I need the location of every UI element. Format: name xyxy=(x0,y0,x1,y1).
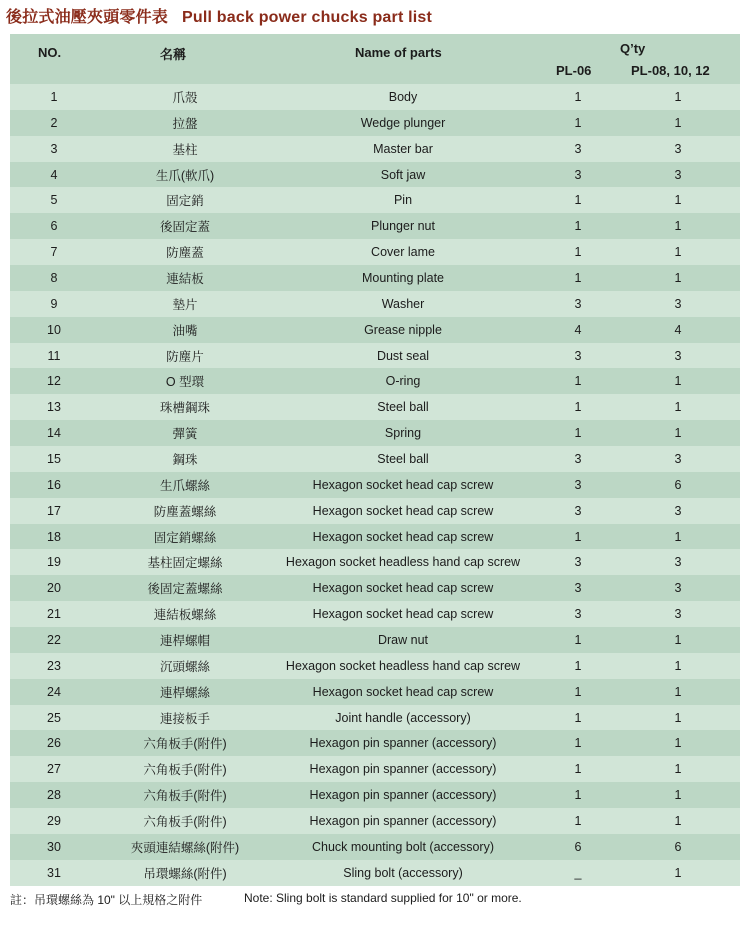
cell-name-en: Hexagon socket head cap screw xyxy=(312,607,494,622)
cell-qty-pl08: 1 xyxy=(674,245,682,260)
table-row xyxy=(10,756,740,782)
cell-no: 25 xyxy=(47,710,61,725)
header-pl08: PL-08, 10, 12 xyxy=(631,63,710,78)
cell-no: 8 xyxy=(50,270,58,285)
cell-qty-pl06: 1 xyxy=(574,710,582,725)
cell-name-zh: 夾頭連結螺絲(附件) xyxy=(130,840,240,855)
cell-name-en: Hexagon socket headless hand cap screw xyxy=(285,555,521,570)
cell-name-en: Hexagon socket head cap screw xyxy=(312,529,494,544)
footnote-en: Note: Sling bolt is standard supplied for 10" or more. xyxy=(244,891,522,905)
cell-qty-pl06: _ xyxy=(574,865,582,880)
table-row xyxy=(10,549,740,575)
cell-qty-pl08: 1 xyxy=(674,762,682,777)
cell-name-en: Grease nipple xyxy=(364,322,442,337)
cell-name-zh: 六角板手(附件) xyxy=(143,763,227,778)
cell-qty-pl06: 1 xyxy=(574,632,582,647)
cell-name-zh: 彈簧 xyxy=(172,427,198,442)
cell-name-zh: 油嘴 xyxy=(172,323,198,338)
cell-name-en: Hexagon pin spanner (accessory) xyxy=(309,788,497,803)
cell-qty-pl08: 1 xyxy=(674,219,682,234)
cell-qty-pl08: 1 xyxy=(674,710,682,725)
title-en: Pull back power chucks part list xyxy=(182,9,433,26)
table-row xyxy=(10,808,740,834)
cell-name-zh: 連桿螺帽 xyxy=(159,633,211,648)
cell-qty-pl08: 1 xyxy=(674,193,682,208)
cell-qty-pl08: 1 xyxy=(674,529,682,544)
cell-name-en: Cover lame xyxy=(371,245,435,260)
cell-qty-pl08: 1 xyxy=(674,632,682,647)
cell-no: 18 xyxy=(47,529,61,544)
cell-qty-pl08: 3 xyxy=(674,167,682,182)
cell-name-zh: 後固定蓋 xyxy=(159,220,211,235)
cell-qty-pl08: 6 xyxy=(674,477,682,492)
cell-name-en: Mounting plate xyxy=(361,270,445,285)
cell-name-zh: 生爪螺絲 xyxy=(159,478,211,493)
cell-qty-pl06: 1 xyxy=(574,115,582,130)
cell-name-zh: 基柱固定螺絲 xyxy=(147,556,223,571)
cell-name-zh: 六角板手(附件) xyxy=(143,737,227,752)
header-name-zh: 名稱 xyxy=(160,47,187,62)
cell-name-en: Hexagon socket headless hand cap screw xyxy=(285,658,521,673)
cell-qty-pl06: 1 xyxy=(574,529,582,544)
cell-qty-pl06: 3 xyxy=(574,348,582,363)
cell-qty-pl08: 1 xyxy=(674,865,682,880)
cell-name-zh: 連桿螺絲 xyxy=(159,685,211,700)
cell-qty-pl06: 3 xyxy=(574,296,582,311)
table-row xyxy=(10,834,740,860)
cell-qty-pl06: 1 xyxy=(574,426,582,441)
cell-name-en: Master bar xyxy=(373,141,433,156)
cell-qty-pl08: 3 xyxy=(674,141,682,156)
cell-name-zh: O 型環 xyxy=(165,375,205,390)
cell-name-en: Body xyxy=(388,89,418,104)
table-header xyxy=(10,34,740,84)
cell-name-zh: 吊環螺絲(附件) xyxy=(143,866,227,881)
cell-name-zh: 防塵蓋 xyxy=(166,246,204,261)
footnote xyxy=(10,891,740,911)
cell-no: 10 xyxy=(47,322,61,337)
cell-qty-pl06: 1 xyxy=(574,788,582,803)
cell-name-en: Hexagon pin spanner (accessory) xyxy=(309,736,497,751)
cell-name-en: Joint handle (accessory) xyxy=(335,710,471,725)
cell-qty-pl06: 4 xyxy=(574,322,582,337)
cell-qty-pl08: 1 xyxy=(674,400,682,415)
cell-no: 30 xyxy=(47,839,61,854)
cell-qty-pl06: 1 xyxy=(574,89,582,104)
cell-qty-pl08: 1 xyxy=(674,89,682,104)
cell-name-en: Plunger nut xyxy=(371,219,435,234)
cell-no: 15 xyxy=(47,451,61,466)
table-row xyxy=(10,498,740,524)
cell-name-zh: 連接板手 xyxy=(159,711,211,726)
table-row xyxy=(10,110,740,136)
cell-name-zh: 連結板螺絲 xyxy=(153,608,217,623)
table-row xyxy=(10,394,740,420)
table-row xyxy=(10,368,740,394)
table-row xyxy=(10,705,740,731)
cell-name-zh: 固定銷 xyxy=(166,194,204,209)
cell-qty-pl06: 1 xyxy=(574,400,582,415)
title-zh: 後拉式油壓夾頭零件表 xyxy=(6,9,169,26)
cell-qty-pl08: 1 xyxy=(674,684,682,699)
cell-name-zh: 生爪(軟爪) xyxy=(155,168,215,183)
cell-name-zh: 拉盤 xyxy=(172,116,198,131)
table-row xyxy=(10,730,740,756)
cell-qty-pl08: 3 xyxy=(674,296,682,311)
header-no: NO. xyxy=(38,45,62,60)
cell-no: 22 xyxy=(47,632,61,647)
cell-qty-pl06: 1 xyxy=(574,270,582,285)
table-row xyxy=(10,343,740,369)
cell-qty-pl06: 1 xyxy=(574,245,582,260)
cell-name-en: Washer xyxy=(381,296,425,311)
cell-no: 9 xyxy=(50,296,58,311)
table-row xyxy=(10,162,740,188)
page-title xyxy=(6,4,432,30)
cell-qty-pl08: 1 xyxy=(674,788,682,803)
cell-no: 27 xyxy=(47,762,61,777)
cell-name-zh: 防塵蓋螺絲 xyxy=(153,504,217,519)
cell-qty-pl06: 1 xyxy=(574,219,582,234)
cell-no: 3 xyxy=(50,141,58,156)
cell-qty-pl06: 3 xyxy=(574,451,582,466)
cell-no: 11 xyxy=(47,348,61,363)
cell-name-en: Hexagon socket head cap screw xyxy=(312,503,494,518)
cell-qty-pl06: 1 xyxy=(574,684,582,699)
table-row xyxy=(10,575,740,601)
table-row xyxy=(10,446,740,472)
cell-name-en: Hexagon socket head cap screw xyxy=(312,684,494,699)
cell-qty-pl08: 3 xyxy=(674,555,682,570)
cell-qty-pl06: 3 xyxy=(574,581,582,596)
table-row xyxy=(10,84,740,110)
cell-qty-pl06: 1 xyxy=(574,374,582,389)
cell-qty-pl06: 1 xyxy=(574,193,582,208)
cell-no: 20 xyxy=(47,581,61,596)
table-row xyxy=(10,265,740,291)
cell-name-zh: 鋼珠 xyxy=(172,452,198,467)
cell-no: 14 xyxy=(47,426,61,441)
cell-no: 28 xyxy=(47,788,61,803)
cell-qty-pl08: 3 xyxy=(674,451,682,466)
table-row xyxy=(10,601,740,627)
cell-name-en: Draw nut xyxy=(377,632,429,647)
cell-qty-pl06: 3 xyxy=(574,607,582,622)
cell-name-en: Steel ball xyxy=(377,400,429,415)
cell-qty-pl06: 3 xyxy=(574,167,582,182)
cell-qty-pl06: 3 xyxy=(574,141,582,156)
cell-name-en: Chuck mounting bolt (accessory) xyxy=(311,839,495,854)
header-pl06: PL-06 xyxy=(556,63,592,78)
table-body xyxy=(10,84,740,886)
cell-name-zh: 基柱 xyxy=(172,142,198,157)
cell-no: 2 xyxy=(50,115,58,130)
table-row xyxy=(10,627,740,653)
cell-name-en: Steel ball xyxy=(377,451,429,466)
cell-no: 31 xyxy=(47,865,61,880)
cell-no: 24 xyxy=(47,684,61,699)
cell-qty-pl08: 1 xyxy=(674,270,682,285)
cell-name-en: Pin xyxy=(393,193,413,208)
cell-qty-pl08: 6 xyxy=(674,839,682,854)
cell-name-zh: 珠槽鋼珠 xyxy=(159,401,211,416)
cell-qty-pl08: 3 xyxy=(674,348,682,363)
cell-name-en: Hexagon socket head cap screw xyxy=(312,477,494,492)
cell-no: 29 xyxy=(47,813,61,828)
cell-qty-pl08: 3 xyxy=(674,607,682,622)
cell-no: 19 xyxy=(47,555,61,570)
cell-qty-pl08: 3 xyxy=(674,503,682,518)
cell-name-en: Soft jaw xyxy=(380,167,426,182)
cell-name-zh: 固定銷螺絲 xyxy=(153,530,217,545)
cell-name-zh: 墊片 xyxy=(172,297,198,312)
table-row xyxy=(10,860,740,886)
table-row xyxy=(10,653,740,679)
parts-table xyxy=(10,34,740,886)
cell-name-en: O-ring xyxy=(385,374,421,389)
cell-qty-pl08: 1 xyxy=(674,426,682,441)
cell-no: 26 xyxy=(47,736,61,751)
cell-name-en: Hexagon socket head cap screw xyxy=(312,581,494,596)
cell-qty-pl06: 6 xyxy=(574,839,582,854)
cell-name-en: Hexagon pin spanner (accessory) xyxy=(309,762,497,777)
cell-no: 4 xyxy=(50,167,58,182)
cell-no: 5 xyxy=(50,193,58,208)
cell-name-en: Dust seal xyxy=(376,348,430,363)
cell-qty-pl08: 1 xyxy=(674,813,682,828)
table-row xyxy=(10,136,740,162)
header-qty: Q’ty xyxy=(620,41,646,56)
table-row xyxy=(10,472,740,498)
cell-no: 6 xyxy=(50,219,58,234)
cell-name-en: Spring xyxy=(384,426,422,441)
cell-name-zh: 後固定蓋螺絲 xyxy=(147,582,223,597)
cell-name-zh: 沉頭螺絲 xyxy=(159,659,211,674)
cell-name-en: Hexagon pin spanner (accessory) xyxy=(309,813,497,828)
cell-no: 7 xyxy=(50,245,58,260)
header-name-en: Name of parts xyxy=(355,45,442,60)
table-row xyxy=(10,291,740,317)
cell-qty-pl06: 1 xyxy=(574,736,582,751)
cell-no: 1 xyxy=(50,89,58,104)
cell-qty-pl08: 1 xyxy=(674,374,682,389)
table-row xyxy=(10,239,740,265)
cell-name-zh: 連結板 xyxy=(166,271,204,286)
table-row xyxy=(10,213,740,239)
cell-qty-pl06: 3 xyxy=(574,477,582,492)
cell-qty-pl06: 3 xyxy=(574,503,582,518)
cell-name-en: Sling bolt (accessory) xyxy=(343,865,463,880)
cell-no: 13 xyxy=(47,400,61,415)
cell-qty-pl06: 3 xyxy=(574,555,582,570)
cell-qty-pl08: 1 xyxy=(674,115,682,130)
table-row xyxy=(10,317,740,343)
cell-qty-pl06: 1 xyxy=(574,658,582,673)
cell-qty-pl06: 1 xyxy=(574,762,582,777)
table-row xyxy=(10,187,740,213)
table-row xyxy=(10,524,740,550)
cell-name-zh: 六角板手(附件) xyxy=(143,814,227,829)
cell-qty-pl06: 1 xyxy=(574,813,582,828)
cell-name-zh: 爪殼 xyxy=(172,90,198,105)
cell-no: 17 xyxy=(47,503,61,518)
table-row xyxy=(10,679,740,705)
cell-no: 12 xyxy=(47,374,61,389)
cell-qty-pl08: 1 xyxy=(674,658,682,673)
cell-name-zh: 防塵片 xyxy=(166,349,204,364)
table-row xyxy=(10,782,740,808)
cell-qty-pl08: 1 xyxy=(674,736,682,751)
cell-no: 21 xyxy=(47,607,61,622)
cell-no: 16 xyxy=(47,477,61,492)
cell-qty-pl08: 3 xyxy=(674,581,682,596)
cell-name-en: Wedge plunger xyxy=(360,115,446,130)
table-row xyxy=(10,420,740,446)
cell-qty-pl08: 4 xyxy=(674,322,682,337)
cell-name-zh: 六角板手(附件) xyxy=(143,789,227,804)
footnote-zh: 註：吊環螺絲為 10" 以上規格之附件 xyxy=(10,893,203,907)
cell-no: 23 xyxy=(47,658,61,673)
